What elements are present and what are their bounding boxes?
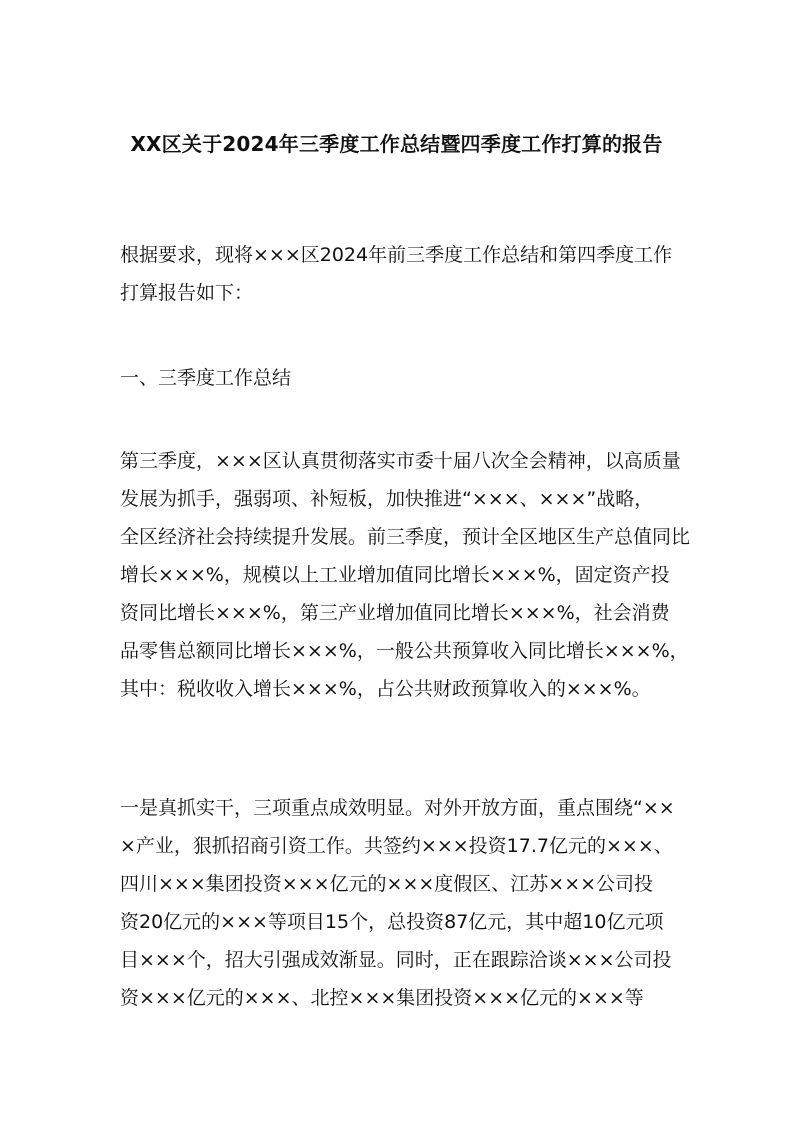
text-line: 第三季度，×××区认真贯彻落实市委十届八次全会精神，以高质量 <box>120 450 681 472</box>
text-line: 增长×××%，规模以上工业增加值同比增长×××%，固定资产投 <box>120 564 670 586</box>
text-line: 资同比增长×××%，第三产业增加值同比增长×××%，社会消费 <box>120 602 670 624</box>
summary-paragraph <box>120 442 691 708</box>
text-line: 资20亿元的×××等项目15个，总投资87亿元，其中超10亿元项 <box>120 911 664 933</box>
text-line: 资×××亿元的×××、北控×××集团投资×××亿元的×××等 <box>120 987 644 1009</box>
text-line: 四川×××集团投资×××亿元的×××度假区、江苏×××公司投 <box>120 873 654 895</box>
text-line: 目×××个，招大引强成效渐显。同时，正在跟踪洽谈×××公司投 <box>120 949 672 971</box>
text-line: 一是真抓实干，三项重点成效明显。对外开放方面，重点围绕“×× <box>120 797 675 819</box>
text-line: 全区经济社会持续提升发展。前三季度，预计全区地区生产总值同比 <box>120 526 691 548</box>
intro-paragraph <box>120 236 676 312</box>
text-line: 打算报告如下： <box>120 282 254 304</box>
text-line: 其中：税收收入增长×××%，占公共财政预算收入的×××%。 <box>120 678 651 700</box>
section-heading-text: 一、三季度工作总结 <box>120 367 292 389</box>
text-line: 根据要求，现将×××区2024年前三季度工作总结和第四季度工作 <box>120 244 673 266</box>
section-heading <box>120 359 676 397</box>
document-title: XX区关于2024年三季度工作总结暨四季度工作打算的报告 <box>130 132 663 156</box>
text-line: ×产业，狠抓招商引资工作。共签约×××投资17.7亿元的×××、 <box>120 835 673 857</box>
text-line: 发展为抓手，强弱项、补短板，加快推进“×××、×××”战略， <box>120 488 654 510</box>
text-line: 品零售总额同比增长×××%，一般公共预算收入同比增长×××%， <box>120 640 689 662</box>
key-work-paragraph <box>120 789 676 1017</box>
